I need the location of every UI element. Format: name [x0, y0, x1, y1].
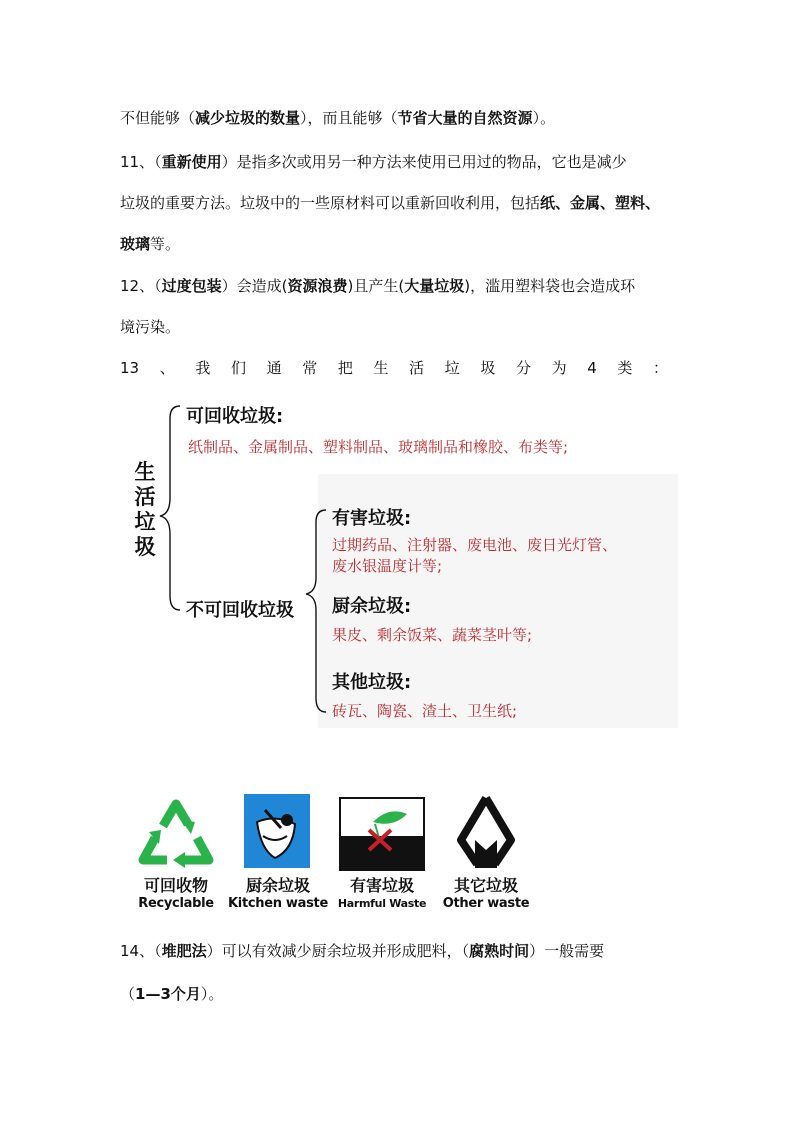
kitchen-waste-label-en: Kitchen waste [228, 896, 328, 911]
item-13-line: 13 、 我 们 通 常 把 生 活 垃 圾 分 为 4 类 ： [120, 359, 668, 377]
other-waste-label-cn: 其它垃圾 [453, 876, 518, 895]
recyclable-items: 纸制品、金属制品、塑料制品、玻璃制品和橡胶、布类等; [188, 438, 569, 456]
emphasis-glass: 玻璃 [120, 235, 151, 253]
waste-category-icons [120, 792, 540, 922]
harmful-waste-label-en: Harmful Waste [337, 897, 427, 910]
nonrecyclable-title: 不可回收垃圾 [186, 600, 294, 621]
recyclable-title: 可回收垃圾: [186, 406, 284, 427]
harmful-waste-category [332, 792, 432, 912]
text-line-1: 不但能够（减少垃圾的数量），而且能够（节省大量的自然资源）。 [120, 109, 556, 127]
kitchen-items: 果皮、剩余饭菜、蔬菜茎叶等; [332, 626, 533, 644]
kitchen-waste-icon [235, 792, 321, 872]
kitchen-waste-category [228, 792, 328, 912]
emphasis-save-resources: 节省大量的自然资源 [397, 109, 533, 127]
other-waste-icon [443, 792, 529, 872]
emphasis-maturing-time: 腐熟时间 [469, 942, 530, 960]
kitchen-waste-label-cn: 厨余垃圾 [245, 876, 310, 895]
other-waste-label-en: Other waste [442, 896, 530, 911]
item-11-line-2: 垃圾的重要方法。垃圾中的一些原材料可以重新回收利用，包括纸、金属、塑料、 [120, 194, 661, 212]
harmful-waste-label-cn: 有害垃圾 [349, 876, 414, 895]
item-12-line-1: 12、（过度包装）会造成(资源浪费)且产生(大量垃圾)，滥用塑料袋也会造成环 [120, 277, 636, 295]
other-items: 砖瓦、陶瓷、渣土、卫生纸; [332, 702, 518, 720]
item-11-line-1: 11、（重新使用）是指多次或用另一种方法来使用已用过的物品，它也是减少 [120, 153, 627, 171]
waste-classification-diagram [128, 398, 678, 728]
recyclable-label-cn: 可回收物 [143, 876, 208, 895]
emphasis-reuse: 重新使用 [161, 153, 222, 171]
hazardous-title: 有害垃圾: [332, 508, 412, 529]
harmful-waste-icon [339, 792, 425, 872]
emphasis-reduce-waste: 减少垃圾的数量 [195, 109, 301, 127]
emphasis-composting: 堆肥法 [161, 942, 207, 960]
recyclable-label-en: Recyclable [138, 896, 214, 911]
hazardous-items-line-1: 过期药品、注射器、废电池、废日光灯管、 [332, 536, 618, 554]
item-12-line-2: 境污染。 [120, 318, 181, 336]
item-11-line-3: 玻璃等。 [120, 235, 181, 253]
item-14-line-2: （1—3个月）。 [120, 985, 224, 1003]
emphasis-duration: 1—3个月 [135, 985, 201, 1003]
other-waste-category [436, 792, 536, 912]
other-title: 其他垃圾: [332, 672, 412, 693]
emphasis-lots-of-waste: 大量垃圾 [404, 277, 465, 295]
hazardous-items-line-2: 废水银温度计等; [332, 557, 443, 575]
recycle-icon [133, 792, 219, 872]
kitchen-title: 厨余垃圾: [332, 596, 412, 617]
emphasis-over-packaging: 过度包装 [161, 277, 222, 295]
emphasis-resource-waste: 资源浪费 [287, 277, 348, 295]
root-label: 生 活 垃 圾 [134, 460, 156, 559]
recyclable-category [126, 792, 226, 912]
item-14-line-1: 14、（堆肥法）可以有效减少厨余垃圾并形成肥料，（腐熟时间）一般需要 [120, 942, 605, 960]
emphasis-materials: 纸、金属、塑料、 [540, 194, 661, 212]
